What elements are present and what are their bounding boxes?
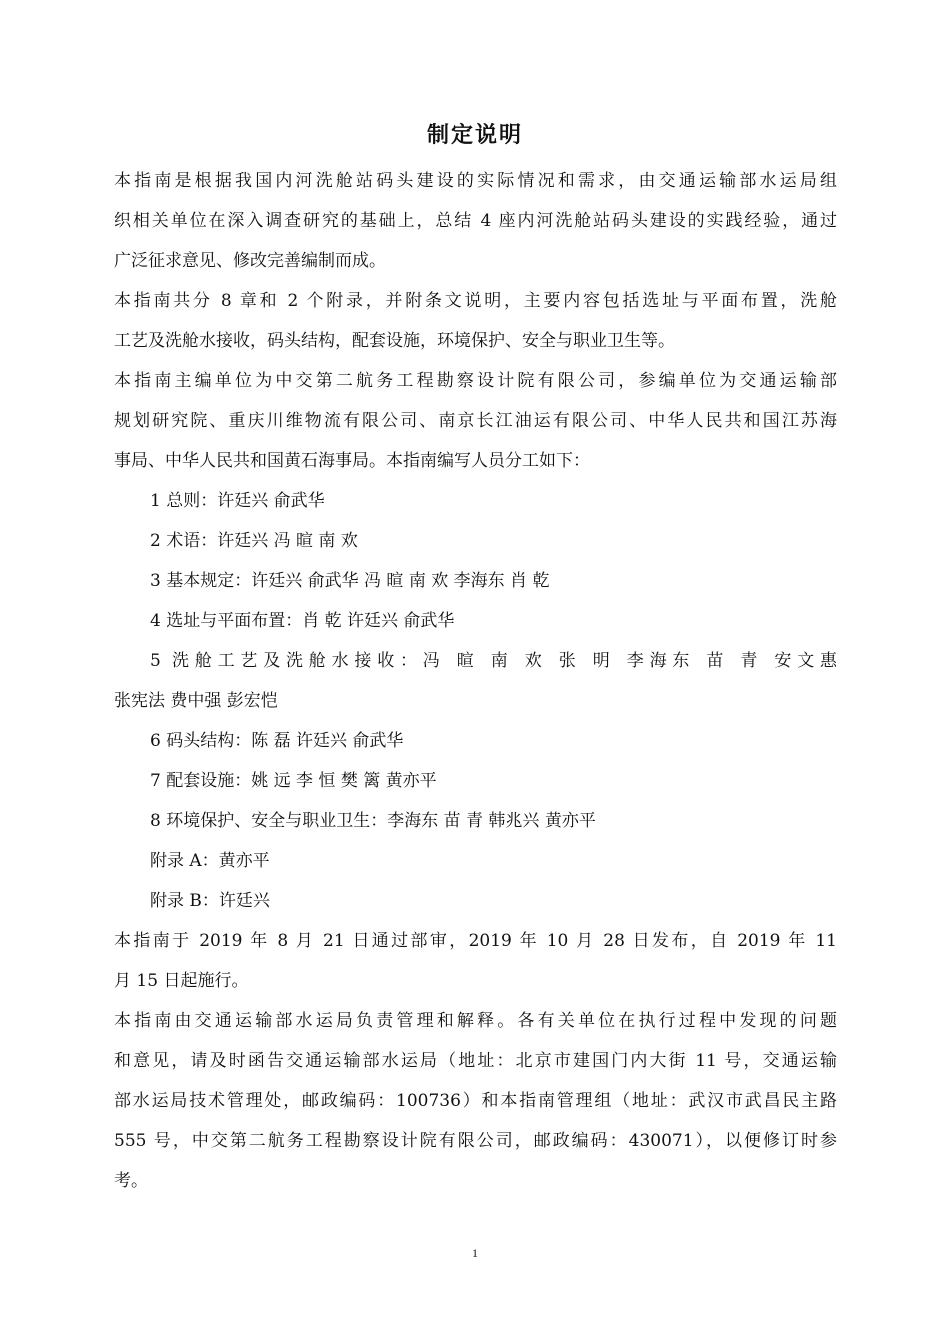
text-line: 事局、中华人民共和国黄石海事局。本指南编写人员分工如下： [114, 451, 590, 471]
text-line: 本指南于 2019 年 8 月 21 日通过部审，2019 年 10 月 28 日发布，自 2019 年 11 [114, 931, 837, 951]
text-line: 本指南由交通运输部水运局负责管理和解释。各有关单位在执行过程中发现的问题 [114, 1011, 837, 1031]
author-line: 张宪法 费中强 彭宏恺 [114, 691, 278, 711]
text-line: 织相关单位在深入调查研究的基础上，总结 4 座内河洗舱站码头建设的实践经验，通过 [114, 211, 837, 231]
text-line: 本指南共分 8 章和 2 个附录，并附条文说明，主要内容包括选址与平面布置，洗舱 [114, 291, 837, 311]
text-line: 广泛征求意见、修改完善编制而成。 [114, 251, 386, 271]
author-line: 1 总则：许廷兴 俞武华 [150, 491, 325, 511]
author-line: 8 环境保护、安全与职业卫生：李海东 苗 青 韩兆兴 黄亦平 [150, 811, 596, 831]
text-line: 本指南是根据我国内河洗舱站码头建设的实际情况和需求，由交通运输部水运局组 [114, 171, 837, 191]
text-line: 和意见，请及时函告交通运输部水运局（地址：北京市建国门内大街 11 号，交通运输 [114, 1051, 837, 1071]
author-line: 5 洗舱工艺及洗舱水接收：冯 暄 南 欢 张 明 李海东 苗 青 安文惠 [150, 651, 837, 671]
appendix-line: 附录 B：许廷兴 [150, 891, 270, 911]
appendix-line: 附录 A：黄亦平 [150, 851, 270, 871]
author-line: 7 配套设施：姚 远 李 恒 樊 篱 黄亦平 [150, 771, 437, 791]
page-number: 1 [472, 1246, 478, 1260]
text-line: 部水运局技术管理处，邮政编码：100736）和本指南管理组（地址：武汉市武昌民主路 [114, 1091, 837, 1111]
text-line: 555 号，中交第二航务工程勘察设计院有限公司，邮政编码：430071），以便修订时参 [114, 1131, 837, 1151]
author-line: 6 码头结构：陈 磊 许廷兴 俞武华 [150, 731, 404, 751]
page-title: 制定说明 [426, 123, 523, 148]
text-line: 规划研究院、重庆川维物流有限公司、南京长江油运有限公司、中华人民共和国江苏海 [114, 411, 837, 431]
author-line: 4 选址与平面布置：肖 乾 许廷兴 俞武华 [150, 611, 455, 631]
text-line: 本指南主编单位为中交第二航务工程勘察设计院有限公司，参编单位为交通运输部 [114, 371, 837, 391]
text-line: 月 15 日起施行。 [114, 971, 249, 991]
text-line: 考。 [114, 1171, 148, 1191]
text-line: 工艺及洗舱水接收，码头结构，配套设施，环境保护、安全与职业卫生等。 [114, 331, 675, 351]
author-line: 3 基本规定：许廷兴 俞武华 冯 暄 南 欢 李海东 肖 乾 [150, 571, 550, 591]
author-line: 2 术语：许廷兴 冯 暄 南 欢 [150, 531, 358, 551]
